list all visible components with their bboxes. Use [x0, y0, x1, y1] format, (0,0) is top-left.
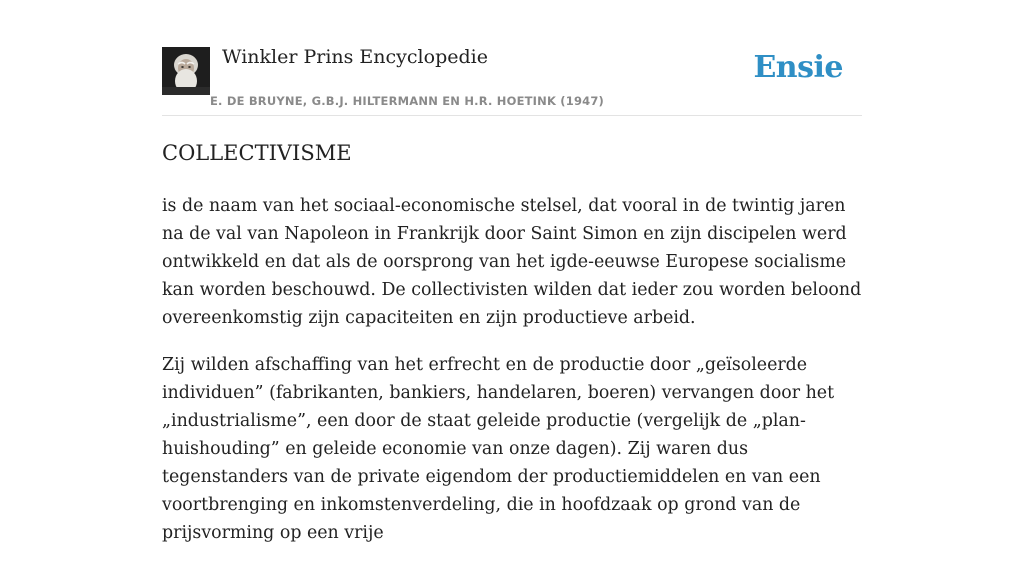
authors-line: E. DE BRUYNE, G.B.J. HILTERMANN EN H.R. HOETINK (1947) [210, 94, 605, 108]
article-paragraph-1: is de naam van het sociaal-economische stelsel, dat vooral in de twintig jaren na de val van Napoleon in Frankrijk door Saint Simon en zijn discipelen werd ontwikkeld en dat als de oorsprong van het igde-eeuwse Europese socialisme kan worden beschouwd. De collectivisten wilden dat ieder zou worden beloond overeenkomstig zijn capaciteiten en zijn productieve arbeid. [162, 196, 862, 328]
article-body [162, 192, 862, 566]
avatar[interactable] [162, 47, 210, 95]
article-title: COLLECTIVISME [162, 141, 352, 165]
brand-logo[interactable]: Ensie [753, 50, 843, 85]
header [162, 44, 862, 116]
author-portrait-icon [162, 47, 210, 95]
article-paragraph-2: Zij wilden afschaffing van het erfrecht en de productie door „geïsoleerde individuen” (fabrikanten, bankiers, handelaren, boeren) vervangen door het „industrialisme”, een door de staat geleide productie (vergelijk de „plan-huishouding” en geleide economie van onze dagen). Zij waren dus tegenstanders van de private eigendom der productiemiddelen en van een voortbrenging en inkomstenverdeling, die in hoofdzaak op grond van de prijsvorming op een vrije [162, 355, 835, 543]
site-title[interactable]: Winkler Prins Encyclopedie [222, 46, 488, 68]
